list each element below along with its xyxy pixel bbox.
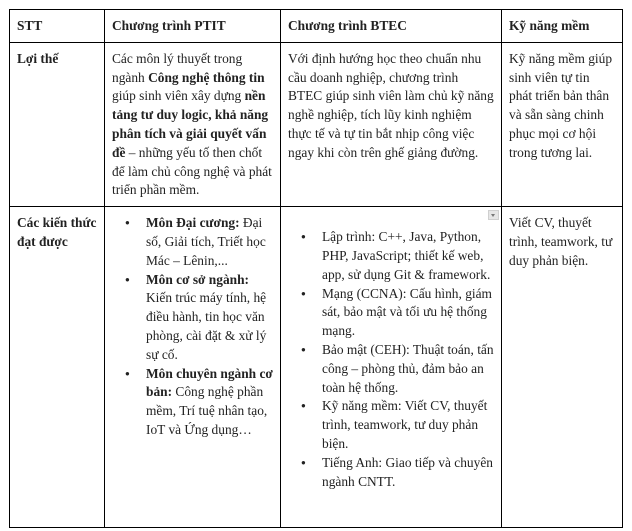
soft-skill-advantage-cell: Kỹ năng mềm giúp sinh viên tự tin phát triển bản thân và sẵn sàng chinh phục mọi cơ hội trong tương lai. (502, 42, 623, 206)
btec-advantage-cell: Với định hướng học theo chuẩn nhu cầu doanh nghiệp, chương trình BTEC giúp sinh viên làm chủ kỹ năng nghề nghiệp, tích lũy kinh nghiệm thực tế và tự tin bắt nhịp công việc ngay khi còn trên ghế giảng đường. (281, 42, 502, 206)
list-item (146, 365, 273, 440)
list-item-text: Công nghệ phần mềm, Trí tuệ nhân tạo, IoT và Ứng dụng… (146, 384, 268, 437)
header-btec: Chương trình BTEC (281, 10, 502, 43)
text-segment: Các môn lý thuyết trong ngành (112, 50, 243, 85)
ptit-advantage-cell (105, 42, 281, 206)
text-segment: – những yếu tố then chốt để làm chủ công nghệ và phát triển phần mềm. (112, 144, 272, 198)
btec-knowledge-list (288, 228, 494, 491)
chevron-down-icon[interactable] (488, 210, 499, 220)
list-item: ● Lập trình: C++, Java, Python, PHP, JavaScript; thiết kế web, app, sử dụng Git & framework. (322, 228, 494, 284)
list-item-title: Môn Đại cương: (146, 215, 240, 231)
comparison-table (9, 9, 623, 528)
list-item (146, 271, 273, 365)
bold-segment: Công nghệ thông tin (148, 69, 265, 85)
list-item: ● Kỹ năng mềm: Viết CV, thuyết trình, teamwork, tư duy phản biện. (322, 397, 494, 453)
list-item: ● Mạng (CCNA): Cấu hình, giám sát, bảo mật và tối ưu hệ thống mạng. (322, 285, 494, 341)
ptit-knowledge-list (112, 214, 273, 440)
header-stt: STT (10, 10, 105, 43)
text-segment: giúp sinh viên xây dựng (112, 88, 245, 104)
table-row-knowledge (10, 207, 623, 528)
list-item-text: Kiến trúc máy tính, hệ điều hành, tin học văn phòng, cài đặt & xử lý sự cố. (146, 290, 267, 362)
header-soft-skills: Kỹ năng mềm (502, 10, 623, 43)
header-ptit: Chương trình PTIT (105, 10, 281, 43)
row-label-advantages: Lợi thế (10, 42, 105, 206)
ptit-knowledge-cell (105, 207, 281, 528)
list-item-title: Môn cơ sở ngành: (146, 271, 249, 287)
row-label-knowledge: Các kiến thức đạt được (10, 207, 105, 528)
header-row (10, 10, 623, 43)
list-item-title: Môn chuyên ngành cơ bản: (146, 365, 273, 400)
list-item: ● Tiếng Anh: Giao tiếp và chuyên ngành CNTT. (322, 454, 494, 492)
table-row-advantages (10, 42, 623, 206)
list-item: ● Bảo mật (CEH): Thuật toán, tấn công – phòng thủ, đảm bảo an toàn hệ thống. (322, 341, 494, 397)
list-item (146, 214, 273, 270)
btec-knowledge-cell (281, 207, 502, 528)
bold-segment: nền tảng tư duy logic, khả năng phân tích và giải quyết vấn đề (112, 88, 269, 160)
list-item-text: Đại số, Giải tích, Triết học Mác – Lênin,... (146, 215, 266, 268)
soft-skill-knowledge-cell: Viết CV, thuyết trình, teamwork, tư duy phản biện. (502, 207, 623, 528)
